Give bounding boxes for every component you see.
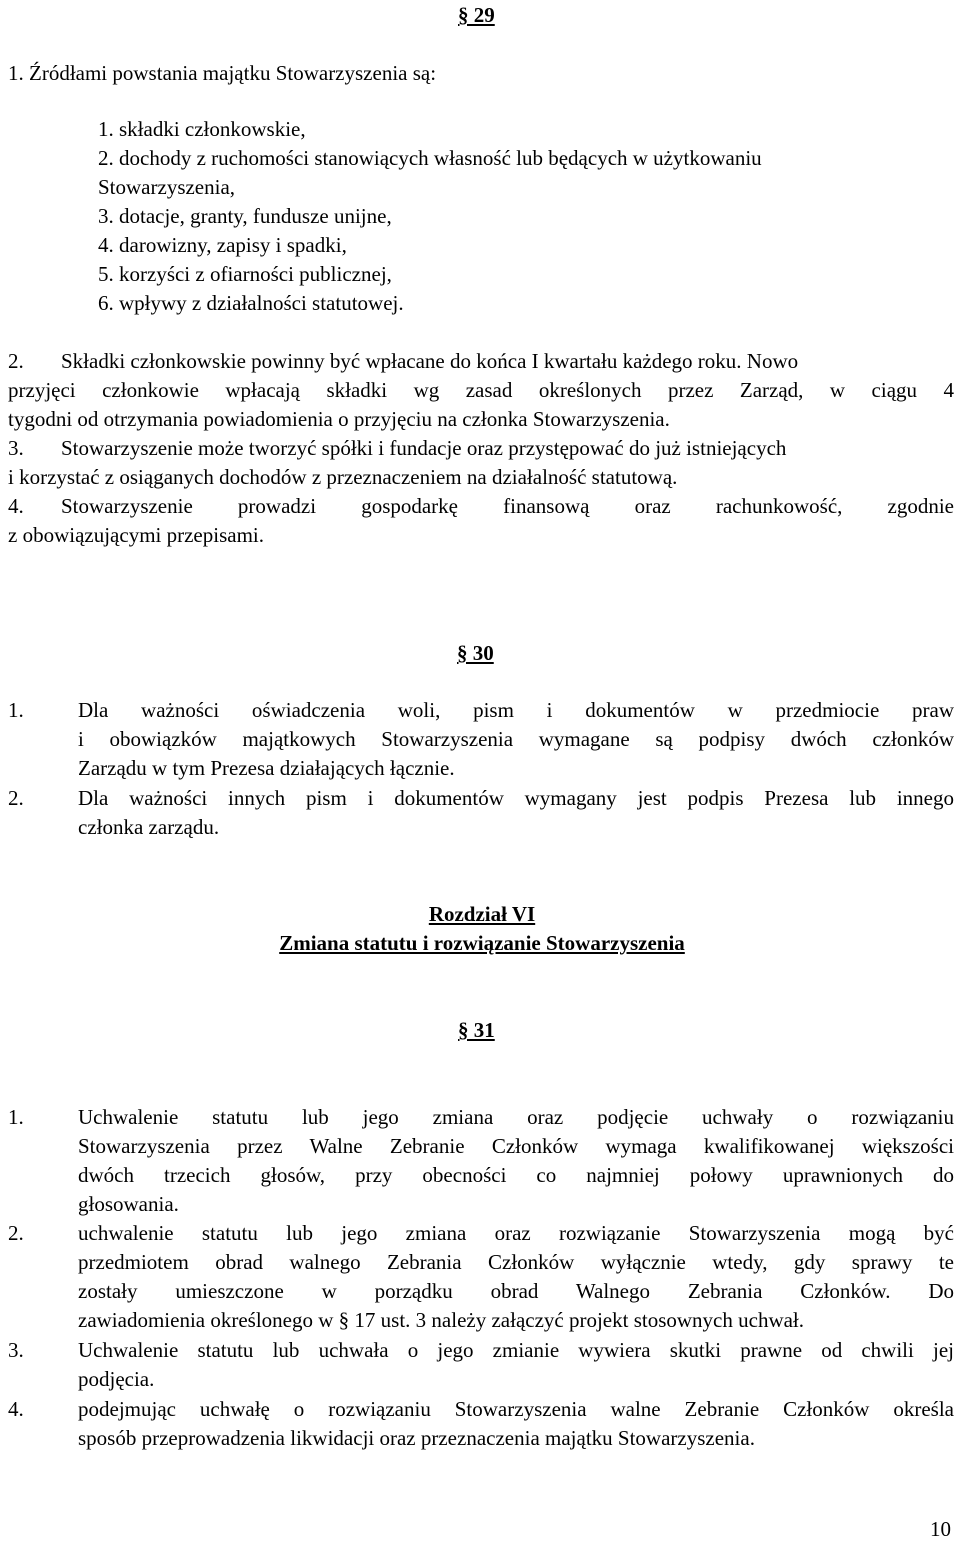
s31-p2-line: przedmiotem obrad walnego Zebrania Członków wyłącznie wtedy, gdy sprawy te [78, 1250, 954, 1274]
section-heading-31: § 31 [458, 1018, 495, 1042]
s29-p2-number: 2. [8, 349, 24, 373]
s29-p2-line: Składki członkowskie powinny być wpłacane do końca I kwartału każdego roku. Nowo [61, 349, 799, 373]
list-item: 4. darowizny, zapisy i spadki, [98, 233, 347, 257]
list-item: 2. dochody z ruchomości stanowiących własność lub będących w użytkowaniu [98, 146, 762, 170]
s31-p3-line: podjęcia. [78, 1367, 155, 1391]
s30-p2-line: Dla ważności innych pism i dokumentów wymagany jest podpis Prezesa lub innego [78, 786, 954, 810]
s31-p2-line: zostały umieszczone w porządku obrad Walnego Zebrania Członków. Do [78, 1279, 954, 1303]
s30-p2-number: 2. [8, 786, 24, 810]
s29-p3-line: Stowarzyszenie może tworzyć spółki i fundacje oraz przystępować do już istniejących [61, 436, 787, 460]
list-item: Stowarzyszenia, [98, 175, 236, 199]
s31-p3-number: 3. [8, 1338, 24, 1362]
s30-p1-number: 1. [8, 698, 24, 722]
s31-p3-line: Uchwalenie statutu lub uchwała o jego zmianie wywiera skutki prawne od chwili jej [78, 1338, 954, 1362]
s29-p4-number: 4. [8, 494, 24, 518]
list-item: 6. wpływy z działalności statutowej. [98, 291, 404, 315]
chapter-title: Rozdział VI [428, 902, 536, 926]
page-number: 10 [930, 1517, 951, 1541]
section-heading-29: § 29 [458, 3, 495, 27]
s30-p1-line: Zarządu w tym Prezesa działających łącznie. [78, 756, 455, 780]
s29-p2-line: przyjęci członkowie wpłacają składki wg zasad określonych przez Zarząd, w ciągu 4 [8, 378, 954, 402]
s31-p4-number: 4. [8, 1397, 24, 1421]
s31-p4-line: podejmując uchwałę o rozwiązaniu Stowarzyszenia walne Zebranie Członków określa [78, 1397, 954, 1421]
s29-p4-line: z obowiązującymi przepisami. [8, 523, 264, 547]
s31-p2-line: uchwalenie statutu lub jego zmiana oraz rozwiązanie Stowarzyszenia mogą być [78, 1221, 954, 1245]
list-item: 5. korzyści z ofiarności publicznej, [98, 262, 392, 286]
section-heading-30: § 30 [457, 641, 494, 665]
s29-p4-line: Stowarzyszenie prowadzi gospodarkę finansową oraz rachunkowość, zgodnie [61, 494, 954, 518]
s31-p1-line: dwóch trzecich głosów, przy obecności co najmniej połowy uprawnionych do [78, 1163, 954, 1187]
s31-p1-number: 1. [8, 1105, 24, 1129]
s29-p2-line: tygodni od otrzymania powiadomienia o przyjęciu na członka Stowarzyszenia. [8, 407, 670, 431]
chapter-subtitle: Zmiana statutu i rozwiązanie Stowarzyszenia [279, 931, 685, 955]
s29-p3-number: 3. [8, 436, 24, 460]
list-item: 1. składki członkowskie, [98, 117, 306, 141]
s31-p2-line: zawiadomienia określonego w § 17 ust. 3 należy załączyć projekt stosownych uchwał. [78, 1308, 805, 1332]
s30-p1-line: i obowiązków majątkowych Stowarzyszenia wymagane są podpisy dwóch członków [78, 727, 954, 751]
list-item: 3. dotacje, granty, fundusze unijne, [98, 204, 392, 228]
s31-p1-line: Uchwalenie statutu lub jego zmiana oraz podjęcie uchwały o rozwiązaniu [78, 1105, 954, 1129]
s31-p1-line: Stowarzyszenia przez Walne Zebranie Członków wymaga kwalifikowanej większości [78, 1134, 954, 1158]
s31-p4-line: sposób przeprowadzenia likwidacji oraz przeznaczenia majątku Stowarzyszenia. [78, 1426, 755, 1450]
s30-p1-line: Dla ważności oświadczenia woli, pism i dokumentów w przedmiocie praw [78, 698, 954, 722]
s31-p1-line: głosowania. [78, 1192, 179, 1216]
s29-p1-lead: 1. Źródłami powstania majątku Stowarzyszenia są: [8, 61, 437, 85]
s31-p2-number: 2. [8, 1221, 24, 1245]
s29-p3-line: i korzystać z osiąganych dochodów z przeznaczeniem na działalność statutową. [8, 465, 678, 489]
s30-p2-line: członka zarządu. [78, 815, 220, 839]
